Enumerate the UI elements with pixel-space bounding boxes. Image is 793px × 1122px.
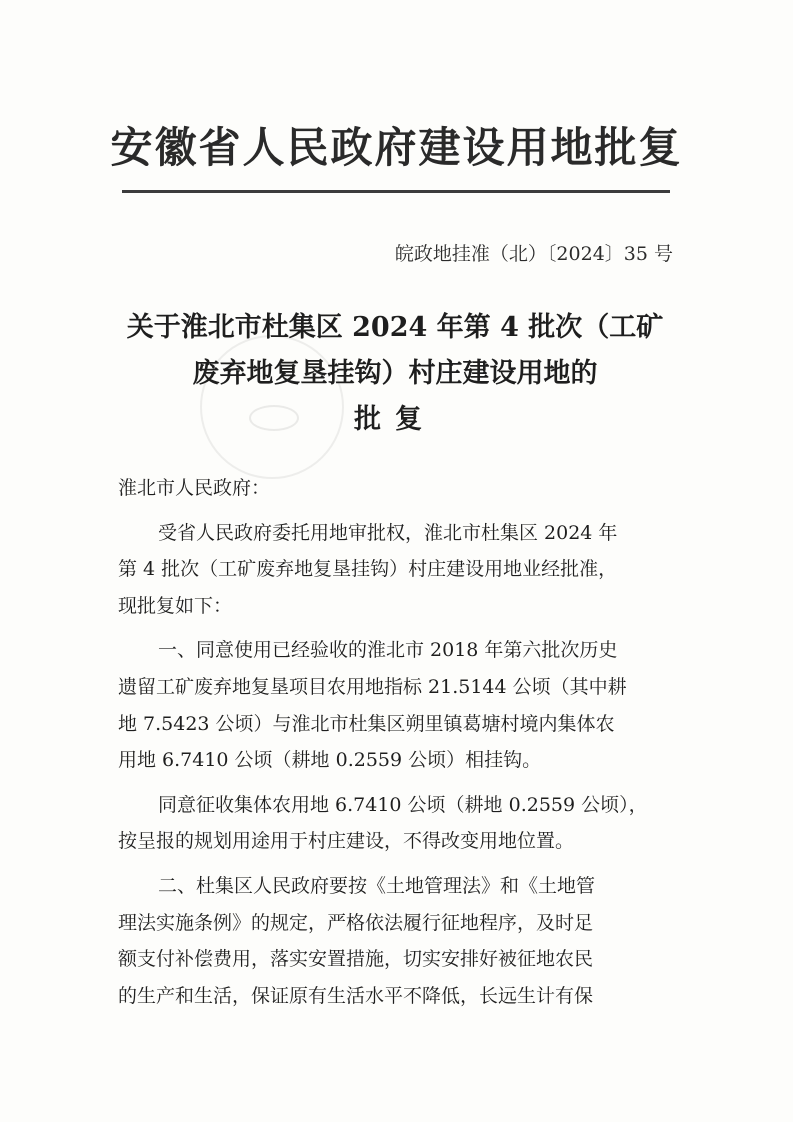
paragraph-2-line-2: 遗留工矿废弃地复垦项目农用地指标 21.5144 公顷（其中耕 [118, 675, 627, 698]
document-body [118, 470, 678, 1014]
paragraph-1-line-3: 现批复如下： [118, 594, 233, 617]
paragraph-4-line-4: 的生产和生活，保证原有生活水平不降低，长远生计有保 [118, 984, 594, 1007]
title-line-2: 废弃地复垦挂钩）村庄建设用地的 [192, 358, 598, 389]
paragraph-2-line-4: 用地 6.7410 公顷（耕地 0.2559 公顷）相挂钩。 [118, 749, 542, 772]
paragraph-1-line-1: 受省人民政府委托用地审批权，淮北市杜集区 2024 年 [158, 521, 618, 544]
paragraph-3-line-1: 同意征收集体农用地 6.7410 公顷（耕地 0.2559 公顷）， [158, 793, 648, 816]
header-divider [122, 190, 670, 193]
title-line-1: 关于淮北市杜集区 2024 年第 4 批次（工矿 [126, 312, 664, 343]
title-line-3: 批复 [354, 404, 436, 435]
paragraph-4-line-3: 额支付补偿费用，落实安置措施，切实安排好被征地农民 [118, 948, 594, 971]
paragraph-1-line-2: 第 4 批次（工矿废弃地复垦挂钩）村庄建设用地业经批准， [118, 558, 618, 581]
addressee: 淮北市人民政府： [118, 477, 271, 499]
paragraph-4-line-2: 理法实施条例》的规定，严格依法履行征地程序，及时足 [118, 911, 594, 934]
document-title [80, 305, 710, 443]
document-number: 皖政地挂准（北）〔2024〕35 号 [394, 243, 673, 265]
paragraph-4-line-1: 二、杜集区人民政府要按《土地管理法》和《土地管 [158, 874, 596, 897]
paragraph-2-line-1: 一、同意使用已经验收的淮北市 2018 年第六批次历史 [158, 639, 618, 662]
document-header-title: 安徽省人民政府建设用地批复 [110, 123, 683, 172]
paragraph-3-line-2: 按呈报的规划用途用于村庄建设，不得改变用地位置。 [118, 830, 575, 853]
paragraph-2-line-3: 地 7.5423 公顷）与淮北市杜集区朔里镇葛塘村境内集体农 [118, 712, 615, 735]
